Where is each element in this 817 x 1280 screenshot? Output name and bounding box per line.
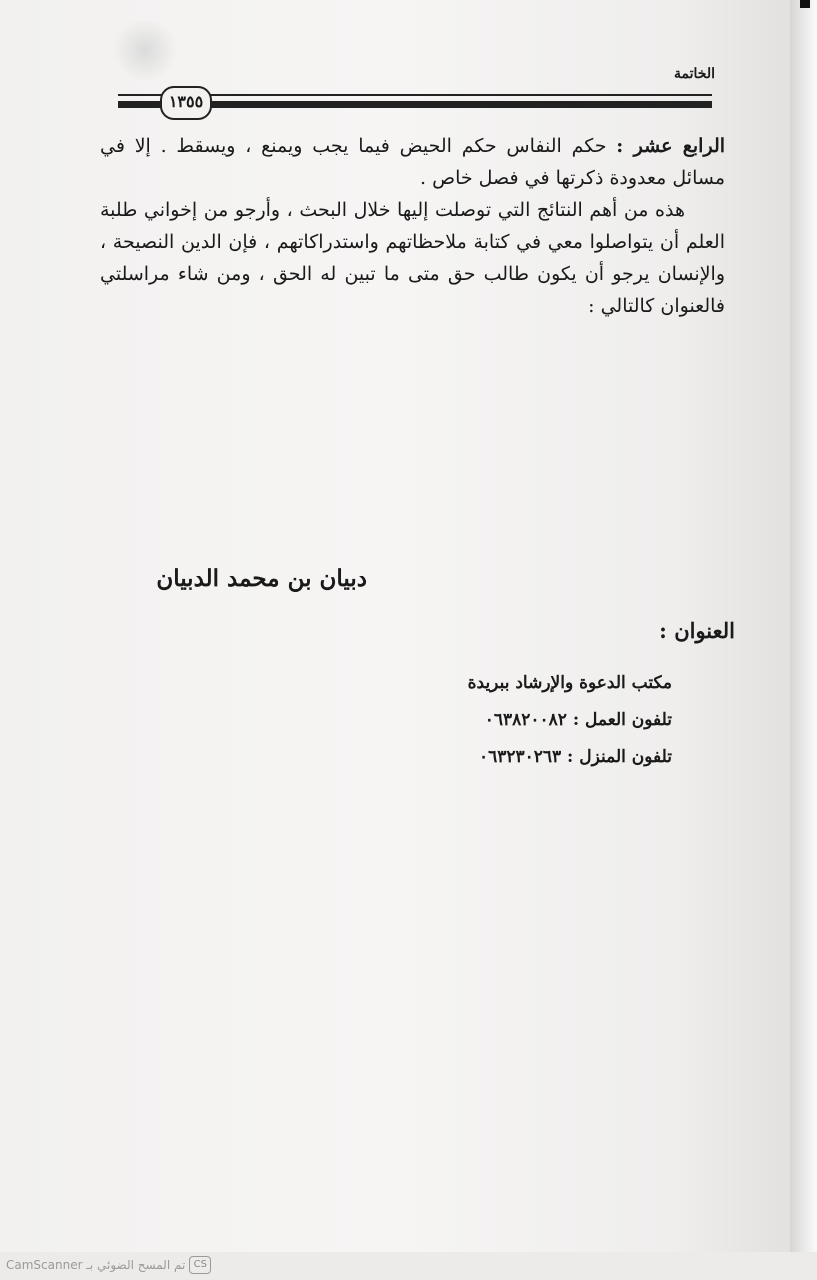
author-name: دبيان بن محمد الدبيان — [156, 565, 367, 592]
camscanner-logo-icon: CS — [189, 1256, 211, 1274]
body-text — [100, 130, 725, 322]
corner-mark — [800, 0, 810, 8]
scanner-watermark — [6, 1256, 211, 1274]
page-edge-shadow — [790, 0, 817, 1252]
closing-paragraph: هذه من أهم النتائج التي توصلت إليها خلال البحث ، وأرجو من إخواني طلبة العلم أن يتواصلوا معي في كتابة ملاحظاتهم واستدراكاتهم ، فإن الدين النصيحة ، والإنسان يرجو أن يكون طالب حق متى ما تبين له الحق ، ومن شاء مراسلتي فالعنوان كالتالي : — [100, 199, 725, 317]
scan-smudge — [110, 20, 180, 80]
address-office: مكتب الدعوة والإرشاد ببريدة — [467, 673, 672, 693]
address-home-phone: تلفون المنزل : ٠٦٣٢٣٠٢٦٣ — [478, 747, 672, 767]
page-number: ١٣٥٥ — [160, 86, 212, 120]
address-block — [468, 665, 672, 776]
address-work-phone: تلفون العمل : ٠٦٣٨٢٠٠٨٢ — [484, 710, 672, 730]
address-label: العنوان : — [659, 618, 735, 643]
conclusion-item-14 — [100, 130, 725, 194]
item-text: حكم النفاس حكم الحيض فيما يجب ويمنع ، ويسقط . إلا في مسائل معدودة ذكرتها في فصل خاص . — [100, 135, 725, 189]
watermark-text: تم المسح الضوئي بـ CamScanner — [6, 1258, 186, 1272]
item-label: الرابع عشر : — [616, 135, 726, 157]
chapter-title: الخاتمة — [674, 66, 715, 82]
